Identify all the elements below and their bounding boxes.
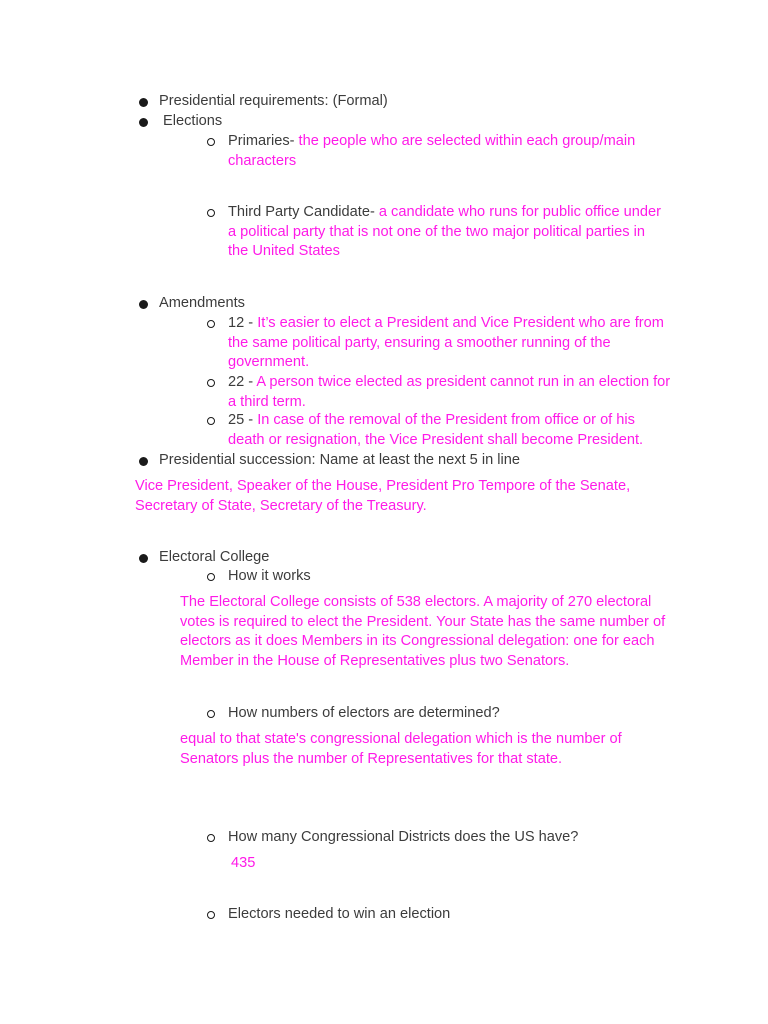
circle-bullet-icon [207, 834, 215, 842]
circle-bullet-icon [207, 379, 215, 387]
primaries-label: Primaries- [228, 133, 295, 149]
primaries-answer: the people who are selected within each group/main characters [228, 133, 636, 169]
amendments-heading: Amendments [159, 295, 245, 311]
circle-bullet-icon [207, 573, 215, 581]
electors-determined-heading: How numbers of electors are determined? [228, 705, 500, 721]
circle-bullet-icon [207, 209, 215, 217]
amendment-25-label: 25 - [228, 412, 254, 428]
electoral-college-heading: Electoral College [159, 549, 270, 565]
bullet-icon [139, 554, 148, 563]
circle-bullet-icon [207, 710, 215, 718]
amendment-12-item [228, 314, 673, 373]
electors-determined-answer: equal to that state's congressional delegation which is the number of Senators plus the number of Representatives for that state. [180, 731, 622, 767]
districts-heading: How many Congressional Districts does the US have? [228, 829, 579, 845]
circle-bullet-icon [207, 320, 215, 328]
third-party-answer: a candidate who runs for public office under a political party that is not one of the two major political parties in the United States [228, 204, 661, 259]
bullet-icon [139, 457, 148, 466]
amendment-25-item [228, 411, 673, 450]
amendment-12-label: 12 - [228, 315, 254, 331]
how-it-works-heading: How it works [228, 568, 311, 584]
succession-heading: Presidential succession: Name at least the next 5 in line [159, 452, 520, 468]
amendment-25-answer: In case of the removal of the President from office or of his death or resignation, the Vice President shall become President. [228, 412, 644, 448]
bullet-icon [139, 98, 148, 107]
presidential-requirements: Presidential requirements: (Formal) [159, 93, 388, 109]
circle-bullet-icon [207, 138, 215, 146]
electors-needed-heading: Electors needed to win an election [228, 906, 451, 922]
districts-answer: 435 [231, 855, 256, 871]
circle-bullet-icon [207, 911, 215, 919]
third-party-label: Third Party Candidate- [228, 204, 375, 220]
succession-answer: Vice President, Speaker of the House, President Pro Tempore of the Senate, Secretary of State, Secretary of the Treasury. [135, 478, 631, 514]
primaries-item [228, 132, 668, 171]
third-party-item [228, 203, 668, 262]
bullet-icon [139, 118, 148, 127]
elections-heading: Elections [163, 113, 223, 129]
how-it-works-answer: The Electoral College consists of 538 electors. A majority of 270 electoral votes is required to elect the President. Your State has the same number of electors as it does Members in its Congressional delegation: one for each Member in the House of Representatives plus two Senators. [180, 594, 666, 669]
circle-bullet-icon [207, 417, 215, 425]
amendment-22-label: 22 - [228, 374, 254, 390]
bullet-icon [139, 300, 148, 309]
amendment-12-answer: It’s easier to elect a President and Vice President who are from the same political party, ensuring a smoother running of the government. [228, 315, 664, 370]
amendment-22-answer: A person twice elected as president cannot run in an election for a third term. [228, 374, 671, 410]
amendment-22-item [228, 373, 673, 412]
